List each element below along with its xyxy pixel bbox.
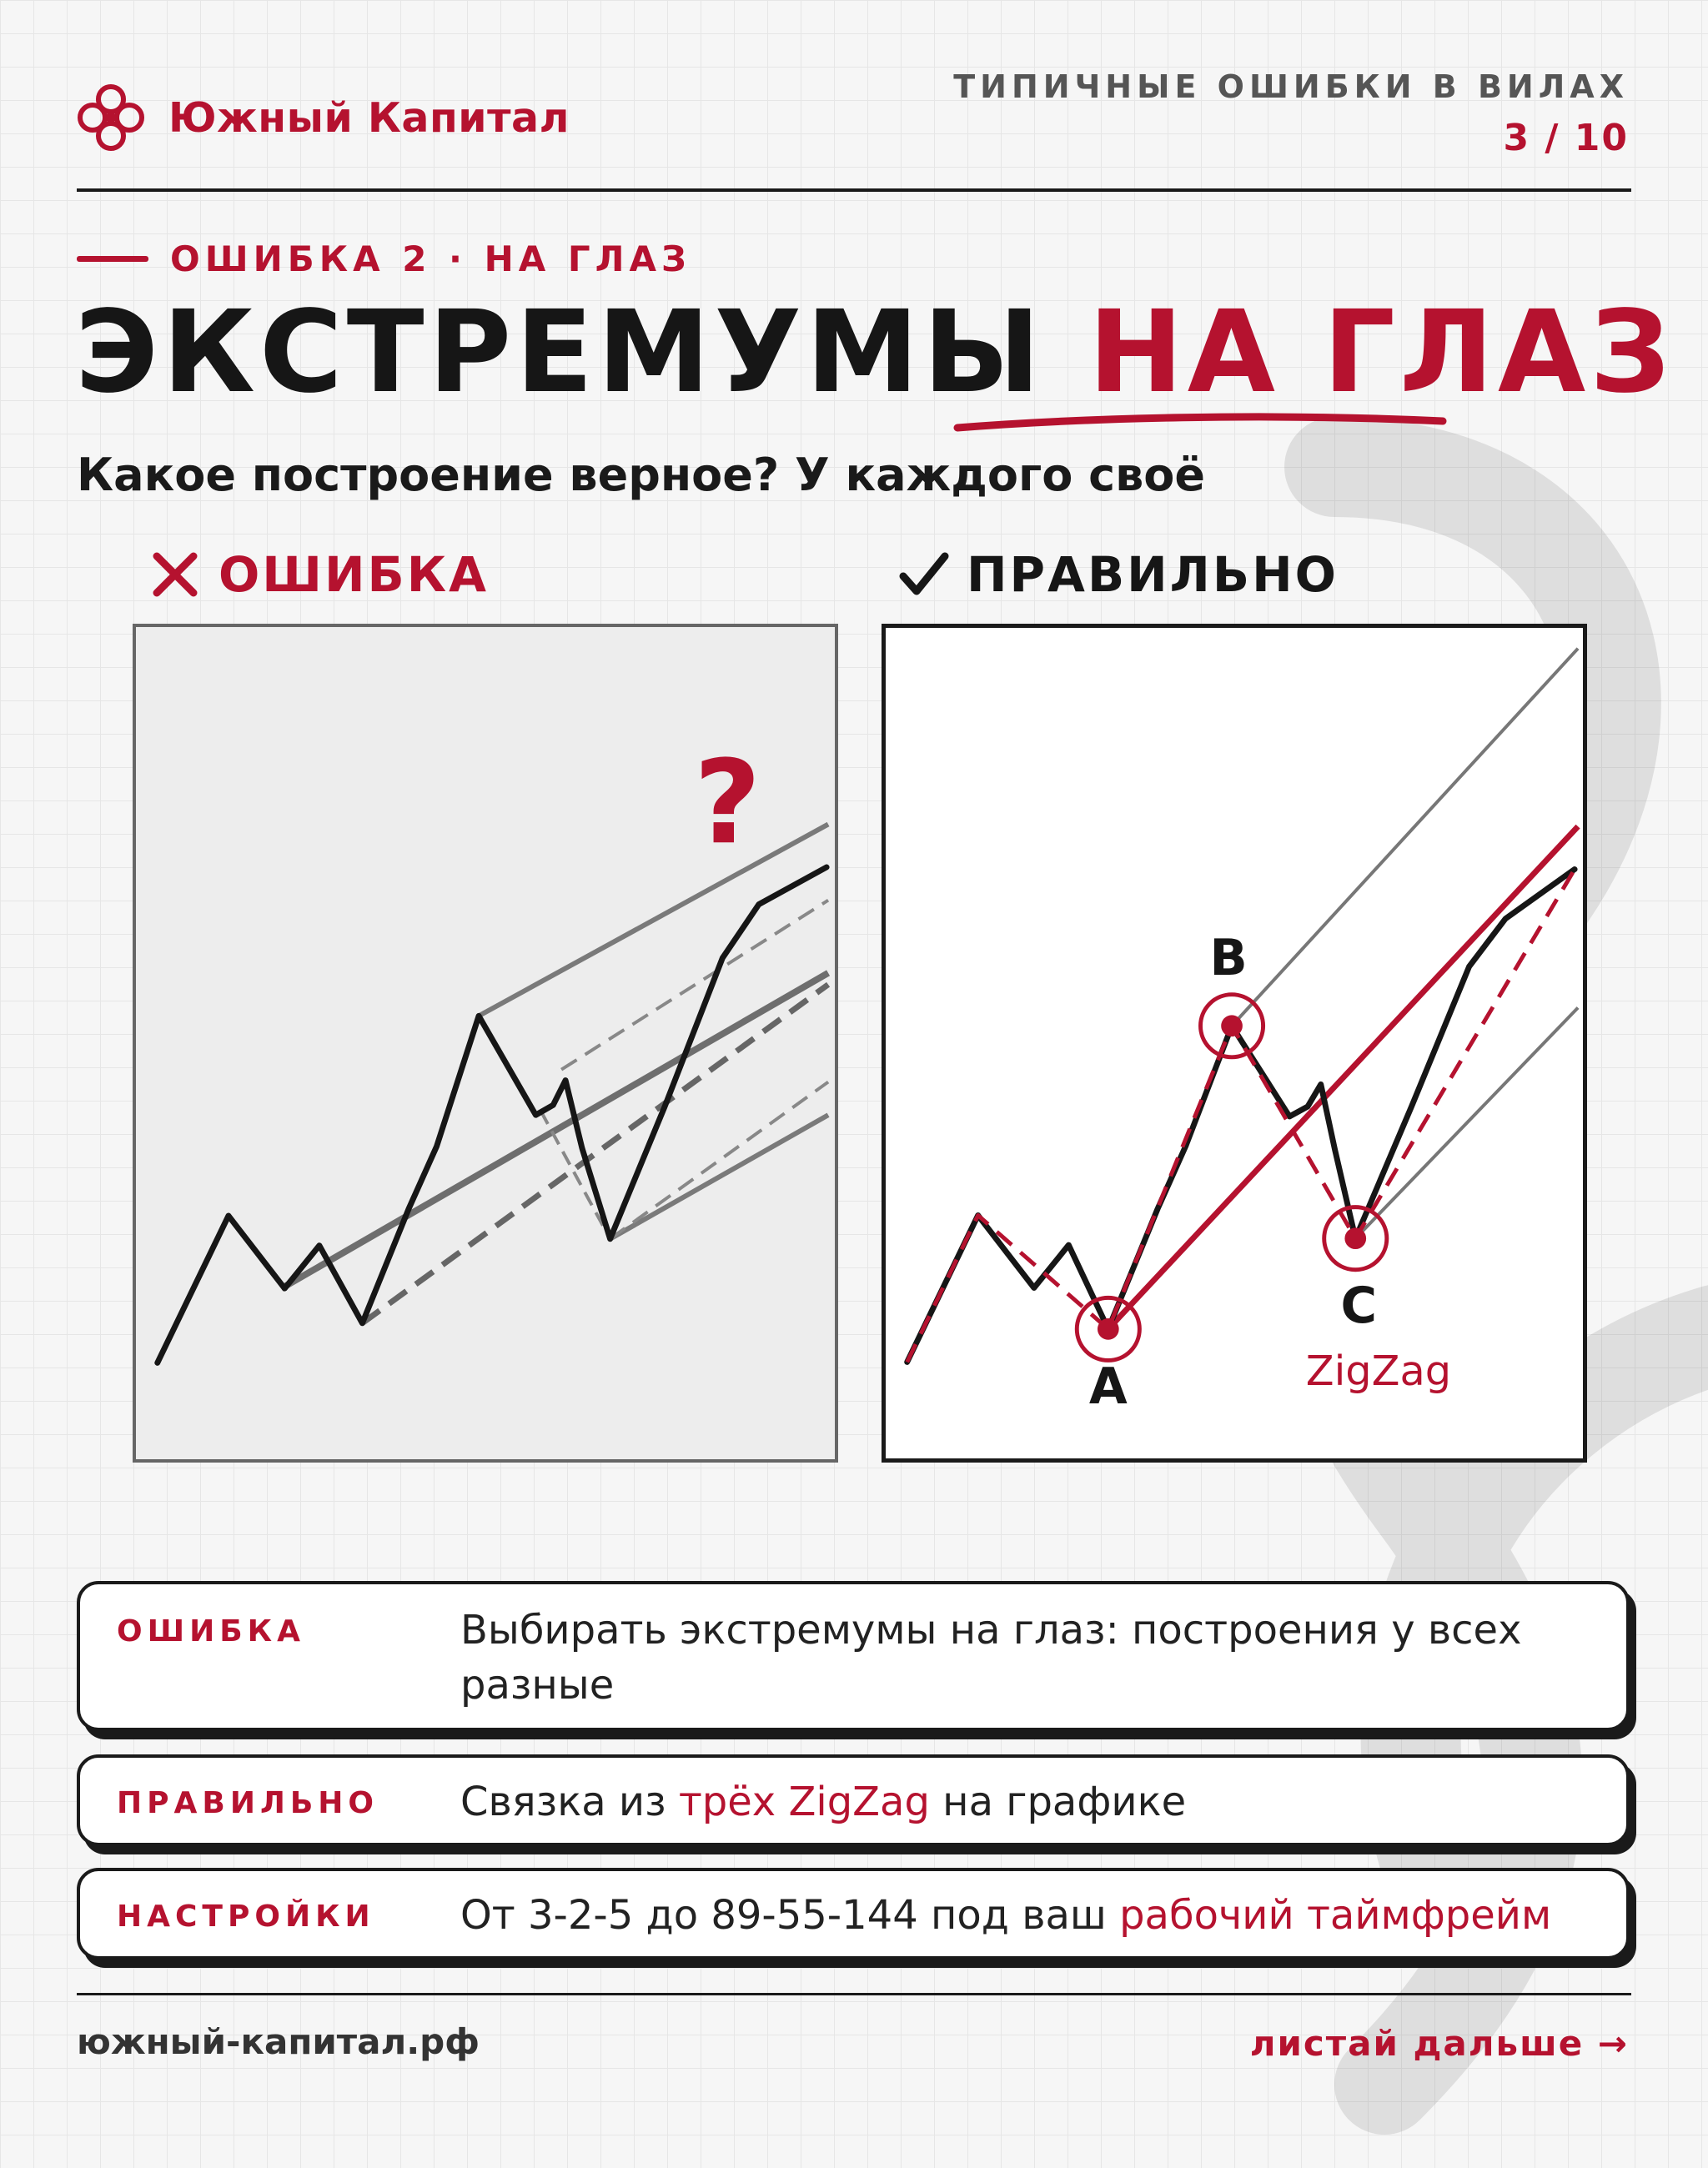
label-b: B — [1209, 928, 1248, 986]
pitchfork-median-line — [281, 973, 828, 1288]
pitchfork-upper-line — [479, 825, 828, 1016]
label-a: A — [1088, 1357, 1128, 1415]
page-counter: 3 / 10 — [1503, 117, 1629, 159]
channel-lower-line — [1355, 1008, 1578, 1239]
brand-name: Южный Капитал — [168, 93, 570, 142]
wrong-chart — [136, 627, 835, 1459]
question-mark: ? — [694, 735, 761, 871]
subtitle: Какое построение верное? У каждого своё — [77, 449, 1206, 501]
pivot-a — [1077, 1297, 1139, 1360]
card-error — [77, 1581, 1630, 1731]
card-settings-highlight: рабочий таймфрейм — [1119, 1892, 1552, 1939]
right-chart — [886, 628, 1583, 1458]
right-chart-panel — [882, 624, 1587, 1463]
label-c: C — [1340, 1276, 1377, 1334]
kicker-text: ОШИБКА 2 · НА ГЛАЗ — [170, 238, 691, 279]
card-settings-label: НАСТРОЙКИ — [117, 1900, 375, 1934]
price-line — [158, 867, 826, 1363]
card-settings-text — [460, 1888, 1576, 1943]
card-error-label: ОШИБКА — [117, 1614, 305, 1649]
kicker — [77, 238, 691, 279]
card-correct — [77, 1754, 1630, 1846]
zigzag-label: ZigZag — [1305, 1347, 1452, 1396]
card-correct-text-b: на графике — [929, 1779, 1187, 1825]
card-correct-text — [460, 1774, 1576, 1829]
pivot-c — [1324, 1207, 1387, 1270]
page-title — [75, 287, 1675, 419]
title-underline — [951, 404, 1451, 438]
median-line — [1108, 826, 1578, 1329]
brand-logo[interactable] — [75, 82, 570, 153]
card-correct-highlight: трёх ZigZag — [678, 1779, 930, 1825]
dashed-upper-line — [561, 901, 828, 1070]
card-error-text: Выбирать экстремумы на глаз: построения у всех разные — [460, 1607, 1522, 1709]
next-page-link[interactable]: листай дальше → — [1249, 2023, 1629, 2064]
title-accent-text: НА ГЛАЗ — [1088, 287, 1675, 419]
card-settings — [77, 1868, 1630, 1960]
wrong-chart-panel — [133, 624, 838, 1463]
right-panel-label — [897, 546, 1339, 603]
header-divider — [77, 188, 1631, 192]
card-correct-text-a: Связка из — [460, 1779, 679, 1825]
pitchfork-lower-line — [610, 1115, 829, 1239]
wrong-panel-label — [148, 546, 489, 603]
wrong-label-text: ОШИБКА — [219, 546, 490, 603]
card-correct-label: ПРАВИЛЬНО — [117, 1786, 379, 1820]
channel-upper-line — [1232, 649, 1578, 1026]
title-accent — [1088, 287, 1675, 419]
right-label-text: ПРАВИЛЬНО — [967, 546, 1339, 603]
footer-url-link[interactable]: южный-капитал.рф — [77, 2021, 480, 2062]
cross-icon — [148, 548, 202, 601]
kicker-dash — [77, 256, 148, 262]
card-settings-text-a: От 3-2-5 до 89-55-144 под ваш — [460, 1892, 1120, 1939]
quatrefoil-knot-icon — [75, 82, 147, 153]
series-title: ТИПИЧНЫЕ ОШИБКИ В ВИЛАХ — [953, 68, 1629, 105]
checkmark-icon — [897, 548, 950, 601]
title-main: ЭКСТРЕМУМЫ — [75, 287, 1045, 419]
footer-divider — [77, 1993, 1631, 1995]
pivot-b — [1200, 995, 1263, 1057]
